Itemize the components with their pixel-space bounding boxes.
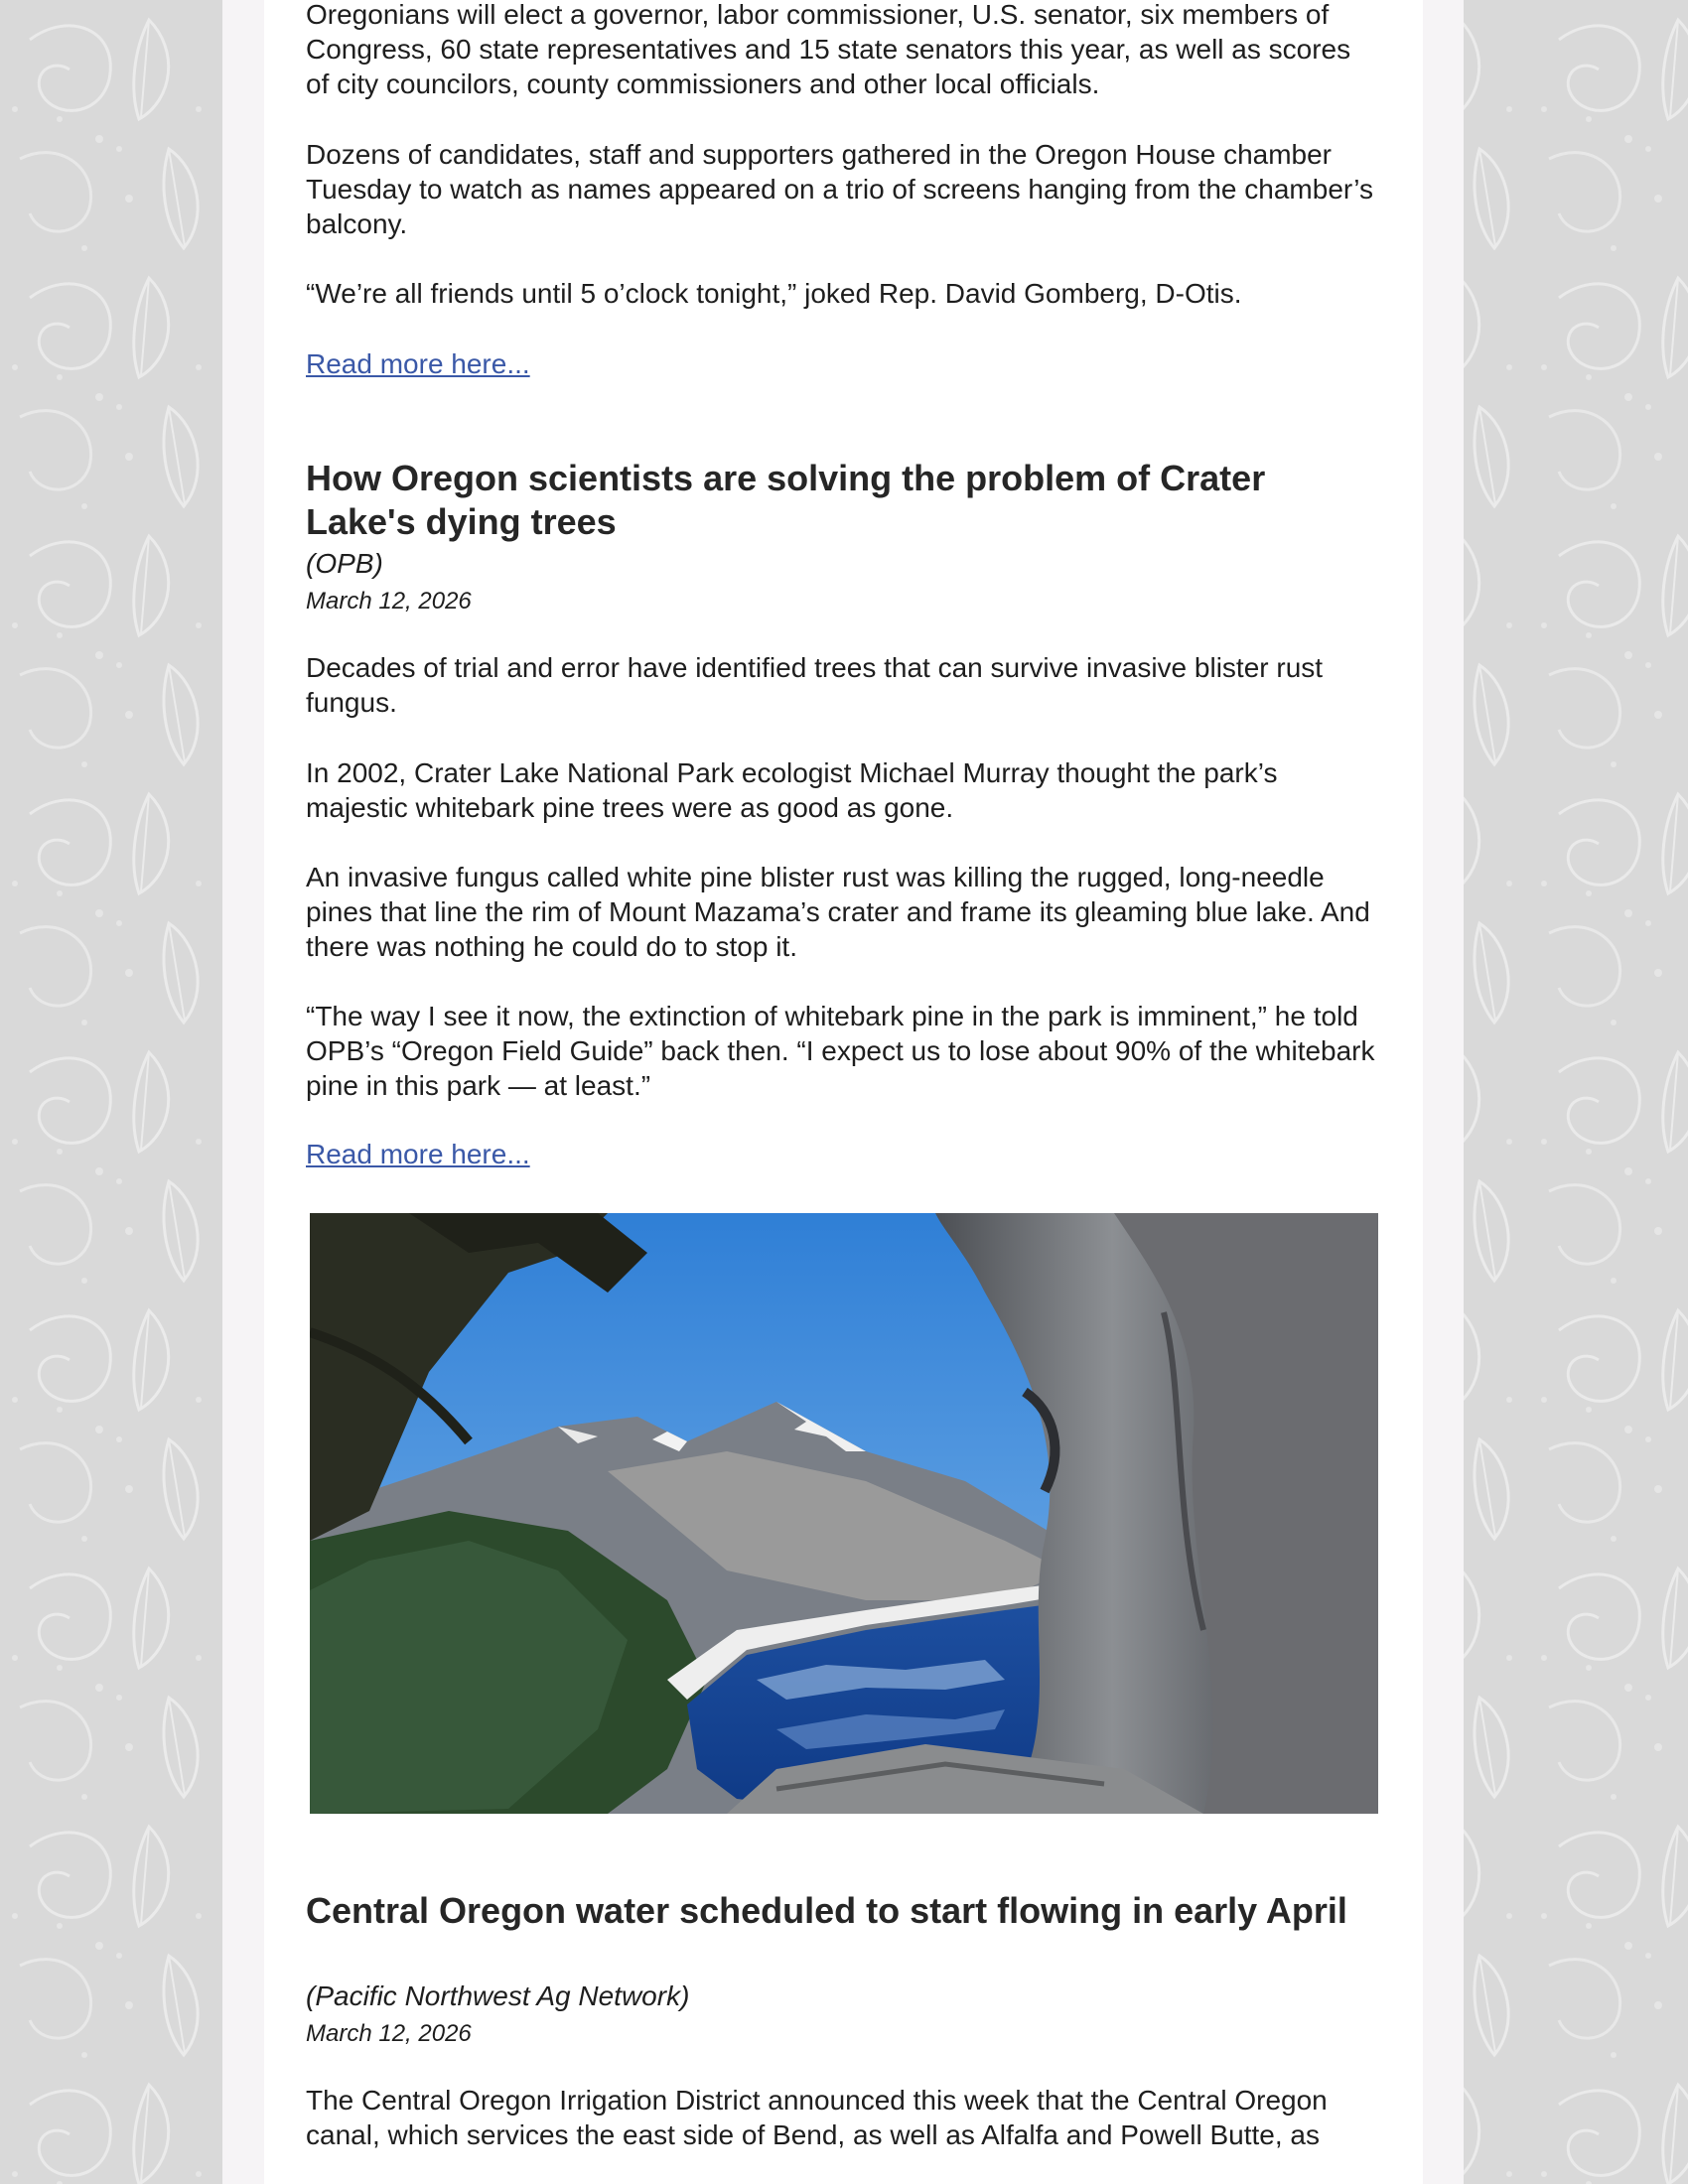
article2-paragraph-1: Decades of trial and error have identified trees that can survive invasive blister rust fungus.	[306, 652, 1324, 718]
article1-read-more-link[interactable]: Read more here...	[306, 348, 530, 379]
article2-paragraph-2: In 2002, Crater Lake National Park ecologist Michael Murray thought the park’s majestic whitebark pine trees were as good as gone.	[306, 757, 1278, 823]
article1-paragraph-3: “We’re all friends until 5 o’clock tonight,” joked Rep. David Gomberg, D-Otis.	[306, 278, 1242, 309]
article2-paragraph-4: “The way I see it now, the extinction of whitebark pine in the park is imminent,” he told OPB’s “Oregon Field Guide” back then. “I expect us to lose about 90% of the whitebark pine in this park — at least.”	[306, 1001, 1375, 1101]
article3-paragraph-1: The Central Oregon Irrigation District announced this week that the Central Oregon canal, which services the east side of Bend, as well as Alfalfa and Powell Butte, as	[306, 2085, 1328, 2150]
article2-headline: How Oregon scientists are solving the problem of Crater Lake's dying trees	[306, 458, 1266, 542]
article2-read-more-link[interactable]: Read more here...	[306, 1139, 530, 1169]
article3-source: (Pacific Northwest Ag Network)	[306, 1980, 690, 2011]
article3-headline: Central Oregon water scheduled to start flowing in early April	[306, 1890, 1347, 1931]
article3-date: March 12, 2026	[306, 2020, 472, 2047]
crater-lake-photo	[310, 1213, 1378, 1814]
newsletter-content	[264, 0, 1423, 2184]
article2-paragraph-3: An invasive fungus called white pine blister rust was killing the rugged, long-needle pines that line the rim of Mount Mazama’s crater and frame its gleaming blue lake. And there was nothing he could do to stop it.	[306, 862, 1370, 962]
article2-source: (OPB)	[306, 548, 383, 579]
article2-date: March 12, 2026	[306, 588, 472, 614]
article1-paragraph-1: Oregonians will elect a governor, labor commissioner, U.S. senator, six members of Congress, 60 state representatives and 15 state senators this year, as well as scores of city councilors, county commissioners and other local officials.	[306, 0, 1351, 99]
article1-paragraph-2: Dozens of candidates, staff and supporters gathered in the Oregon House chamber Tuesday to watch as names appeared on a trio of screens hanging from the chamber’s balcony.	[306, 139, 1373, 239]
